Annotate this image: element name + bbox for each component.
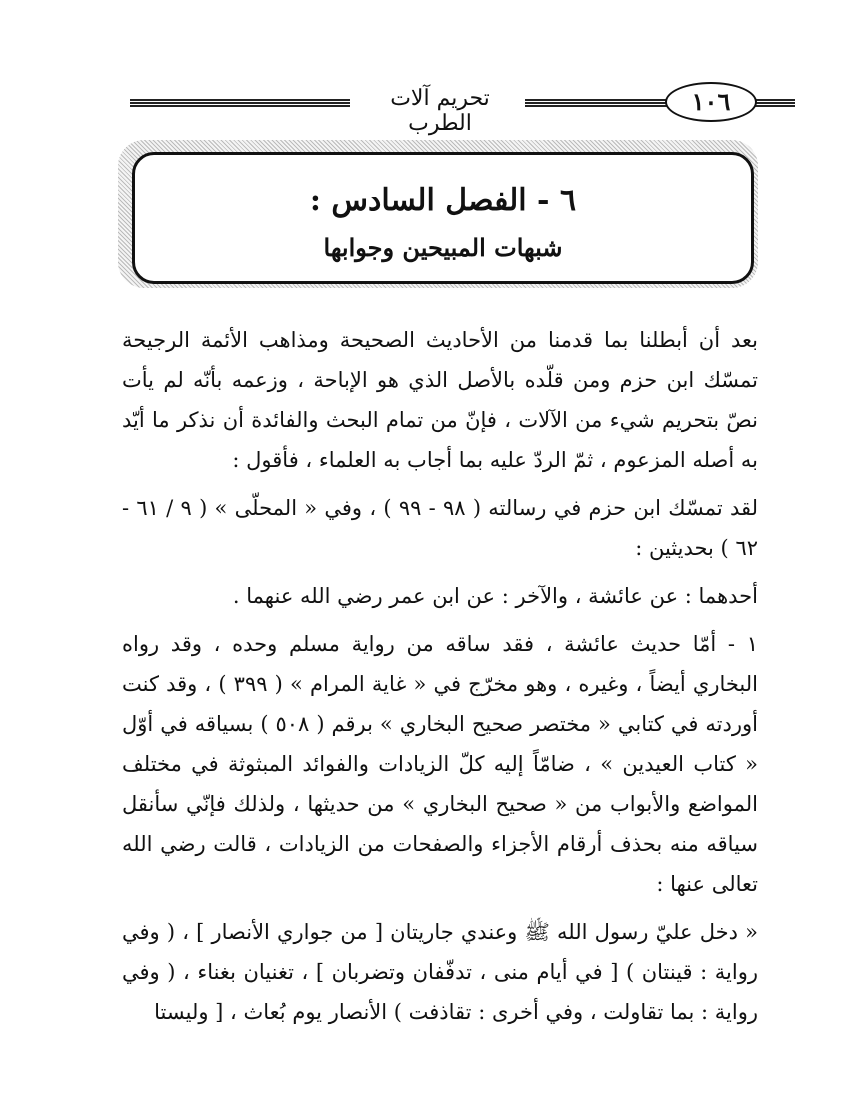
body-text [122,320,758,1032]
chapter-title: ٦ - الفصل السادس : [309,183,577,218]
header-rule-left [130,99,350,108]
running-title: تحريم آلات الطرب [390,86,490,136]
page-number: ١٠٦ [665,82,757,122]
chapter-heading-frame [132,152,754,284]
chapter-subtitle: شبهات المبيحين وجوابها [323,233,563,262]
chapter-heading-box [118,140,758,288]
paragraph: ١ - أمّا حديث عائشة ، فقد ساقه من رواية مسلم وحده ، وقد رواه البخاري أيضاً ، وغيره ، وهو مخرّج في « غاية المرام » ( ٣٩٩ ) ، وقد كنت أوردته في كتابي « مختصر صحيح البخاري » برقم ( ٥٠٨ ) بسياقه في أوّل « كتاب العيدين » ، ضامّاً إليه كلّ الزيادات والفوائد المبثوثة في مختلف المواضع والأبواب من « صحيح البخاري » من حديثها ، ولذلك فإنّي سأنقل سياقه منه بحذف أرقام الأجزاء والصفحات من الزيادات ، قالت رضي الله تعالى عنها : [122,632,758,896]
paragraph: « دخل عليّ رسول الله ﷺ وعندي جاريتان [ من جواري الأنصار ] ، ( وفي رواية : قينتان ) [ في أيام منى ، تدفّفان وتضربان ] ، تغنيان بغناء ، ( وفي رواية : بما تقاولت ، وفي أخرى : تقاذفت ) الأنصار يوم بُعاث ، [ وليستا [122,920,758,1024]
paragraph: أحدهما : عن عائشة ، والآخر : عن ابن عمر رضي الله عنهما . [232,584,758,608]
paragraph: بعد أن أبطلنا بما قدمنا من الأحاديث الصحيحة ومذاهب الأئمة الرجيحة تمسّك ابن حزم ومن قلّده بالأصل الذي هو الإباحة ، وزعمه بأنّه لم يأت نصّ بتحريم شيء من الآلات ، فإنّ من تمام البحث والفائدة أن نذكر ما أيّد به أصله المزعوم ، ثمّ الردّ عليه بما أجاب به العلماء ، فأقول : [122,328,758,472]
paragraph: لقد تمسّك ابن حزم في رسالته ( ٩٨ - ٩٩ ) ، وفي « المحلّى » ( ٩ / ٦١ - ٦٢ ) بحديثين : [122,496,758,560]
page-header [130,78,750,136]
